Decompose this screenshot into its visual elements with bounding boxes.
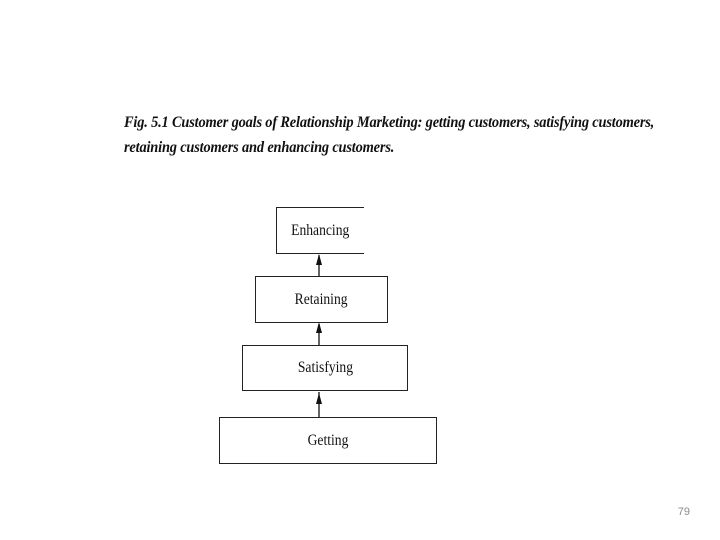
box-satisfying xyxy=(242,345,408,391)
label-enhancing: Enhancing xyxy=(291,221,350,239)
arrow-satisfying-to-retaining xyxy=(316,322,322,345)
label-getting: Getting xyxy=(307,431,349,449)
arrow-retaining-to-enhancing xyxy=(316,254,322,276)
box-getting xyxy=(219,417,437,464)
figure-caption xyxy=(124,110,655,160)
page-number: 79 xyxy=(677,506,690,518)
box-retaining xyxy=(255,276,388,323)
label-satisfying: Satisfying xyxy=(297,359,353,376)
caption-line-2: retaining customers and enhancing customers. xyxy=(124,139,395,156)
caption-line-1: Fig. 5.1 Customer goals of Relationship Marketing: getting customers, satisfying customers, xyxy=(124,114,655,131)
arrow-getting-to-satisfying xyxy=(316,392,322,417)
label-retaining: Retaining xyxy=(295,290,348,308)
box-enhancing xyxy=(276,207,364,254)
